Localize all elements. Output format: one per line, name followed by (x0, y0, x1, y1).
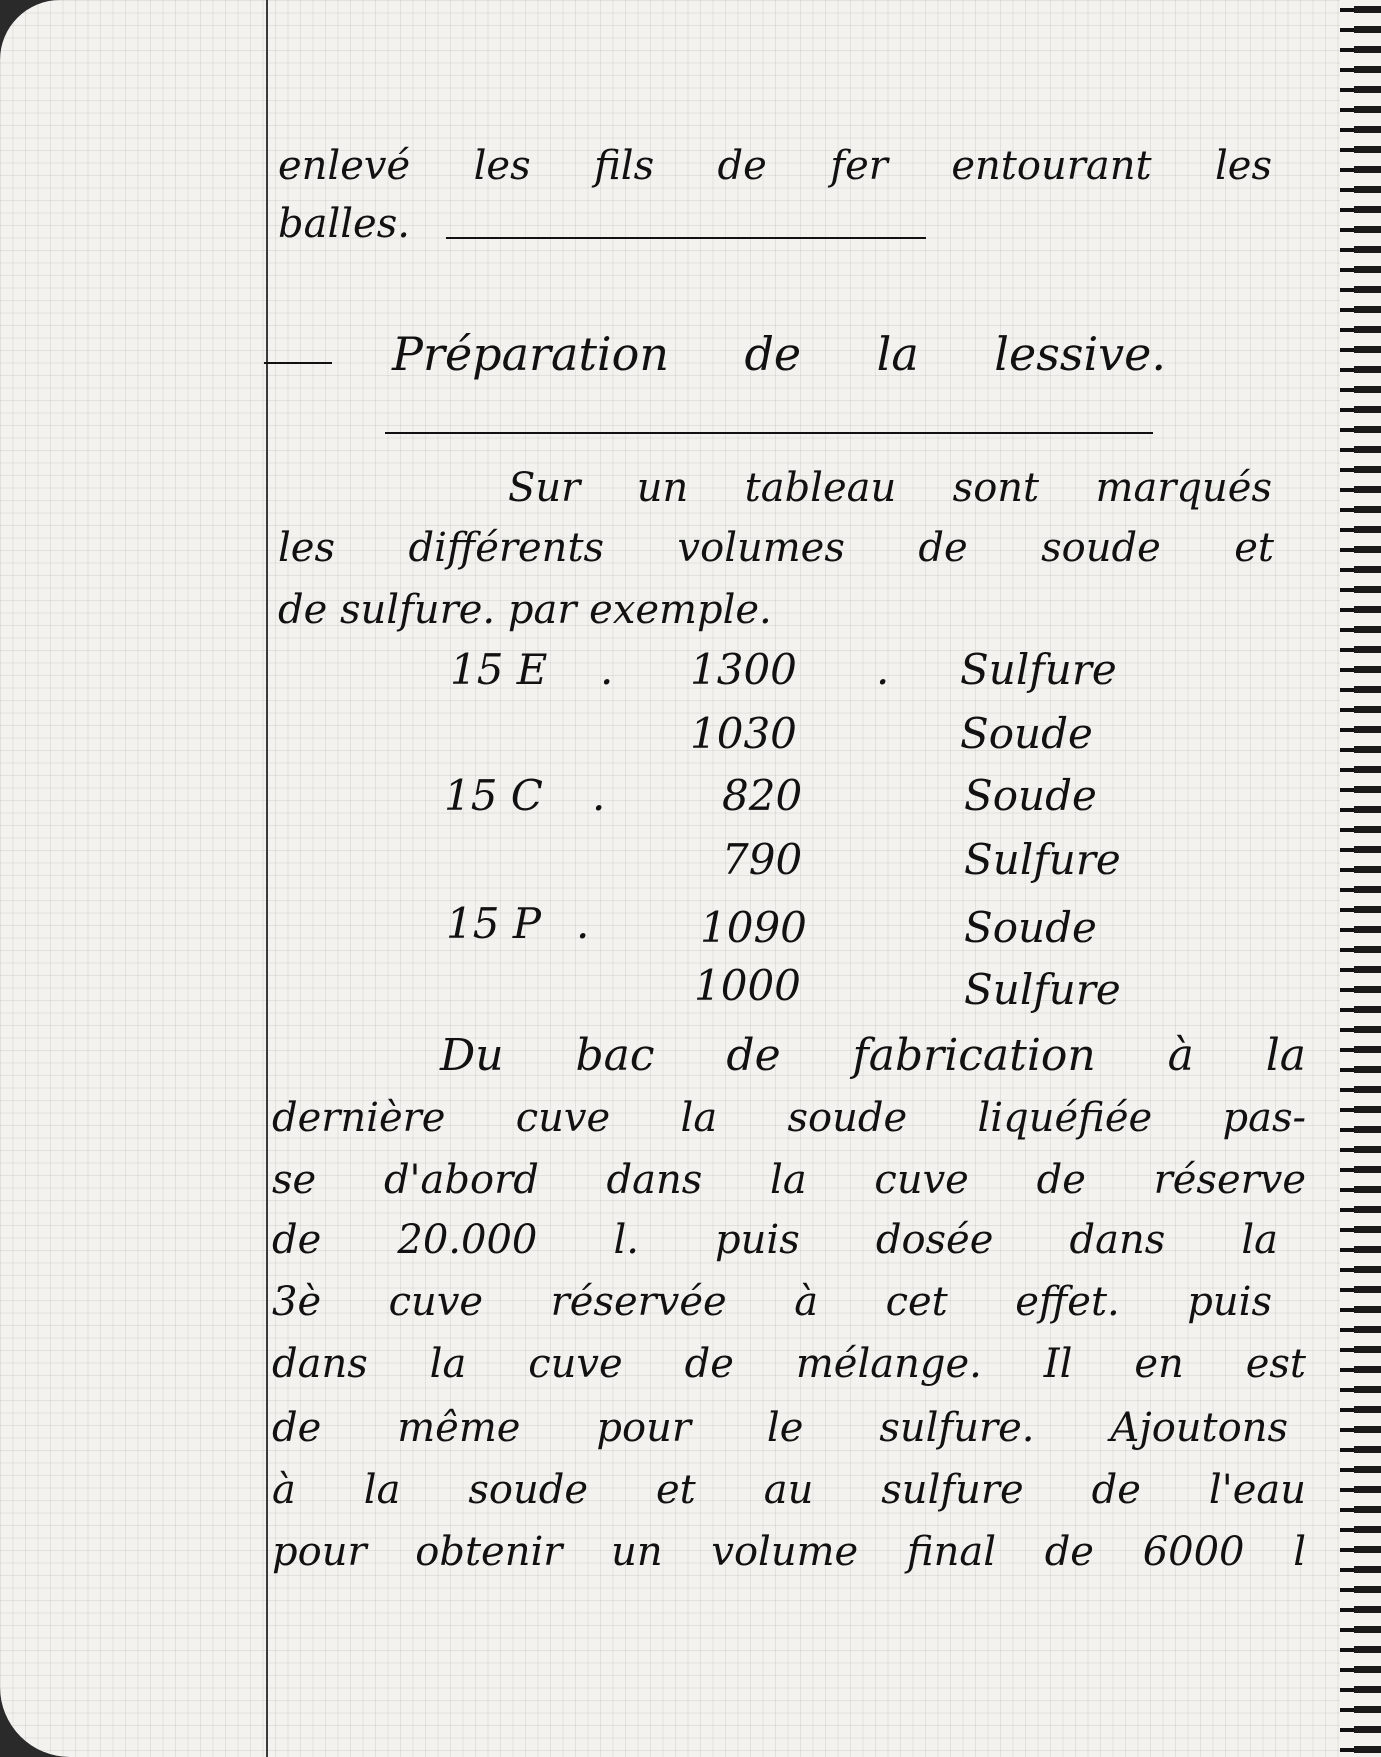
intro-line-1: Sur un tableau sont marqués (508, 465, 1272, 511)
table-volume: 1000 (694, 961, 801, 1010)
body-line-6: dans la cuve de mélange. Il en est (272, 1341, 1306, 1387)
table-product: Sulfure (964, 965, 1121, 1014)
body-line-4: de 20.000 l. puis dosée dans la (272, 1217, 1278, 1263)
margin-line (266, 0, 268, 1757)
table-volume: 820 (722, 771, 803, 820)
table-volume: 1090 (700, 903, 807, 952)
table-dash: . (576, 899, 590, 948)
body-line-7: de même pour le sulfure. Ajoutons (272, 1405, 1288, 1451)
section-heading: Préparation de la lessive. (392, 327, 1166, 381)
body-line-8: à la soude et au sulfure de l'eau (272, 1467, 1306, 1513)
table-product: Sulfure (964, 835, 1121, 884)
text-line-1: enlevé les fils de fer entourant les (278, 143, 1272, 189)
table-product: Soude (964, 771, 1097, 820)
table-dash: . (592, 771, 606, 820)
body-line-1: Du bac de fabrication à la (440, 1030, 1306, 1081)
table-code: 15 C (444, 771, 543, 820)
table-product: Soude (964, 903, 1097, 952)
intro-line-2: les différents volumes de soude et (278, 525, 1274, 571)
body-line-5: 3è cuve réservée à cet effet. puis (272, 1279, 1272, 1325)
table-code: 15 P (446, 899, 542, 948)
table-product: Sulfure (960, 645, 1117, 694)
spiral-binding (1340, 0, 1381, 1757)
heading-underline (385, 432, 1153, 434)
table-dash: . (600, 645, 614, 694)
underline-rule-1 (446, 237, 926, 239)
table-code: 15 E (450, 645, 548, 694)
heading-dash (264, 362, 332, 364)
body-line-3: se d'abord dans la cuve de réserve (272, 1157, 1306, 1203)
table-volume: 1030 (690, 709, 797, 758)
table-dot: . (876, 645, 890, 694)
intro-line-3: de sulfure. par exemple. (278, 587, 772, 633)
table-volume: 1300 (690, 645, 797, 694)
table-product: Soude (960, 709, 1093, 758)
body-line-9: pour obtenir un volume final de 6000 l (272, 1529, 1306, 1575)
body-line-2: dernière cuve la soude liquéfiée pas- (272, 1095, 1306, 1141)
table-volume: 790 (722, 835, 803, 884)
text-line-2: balles. (278, 201, 410, 247)
